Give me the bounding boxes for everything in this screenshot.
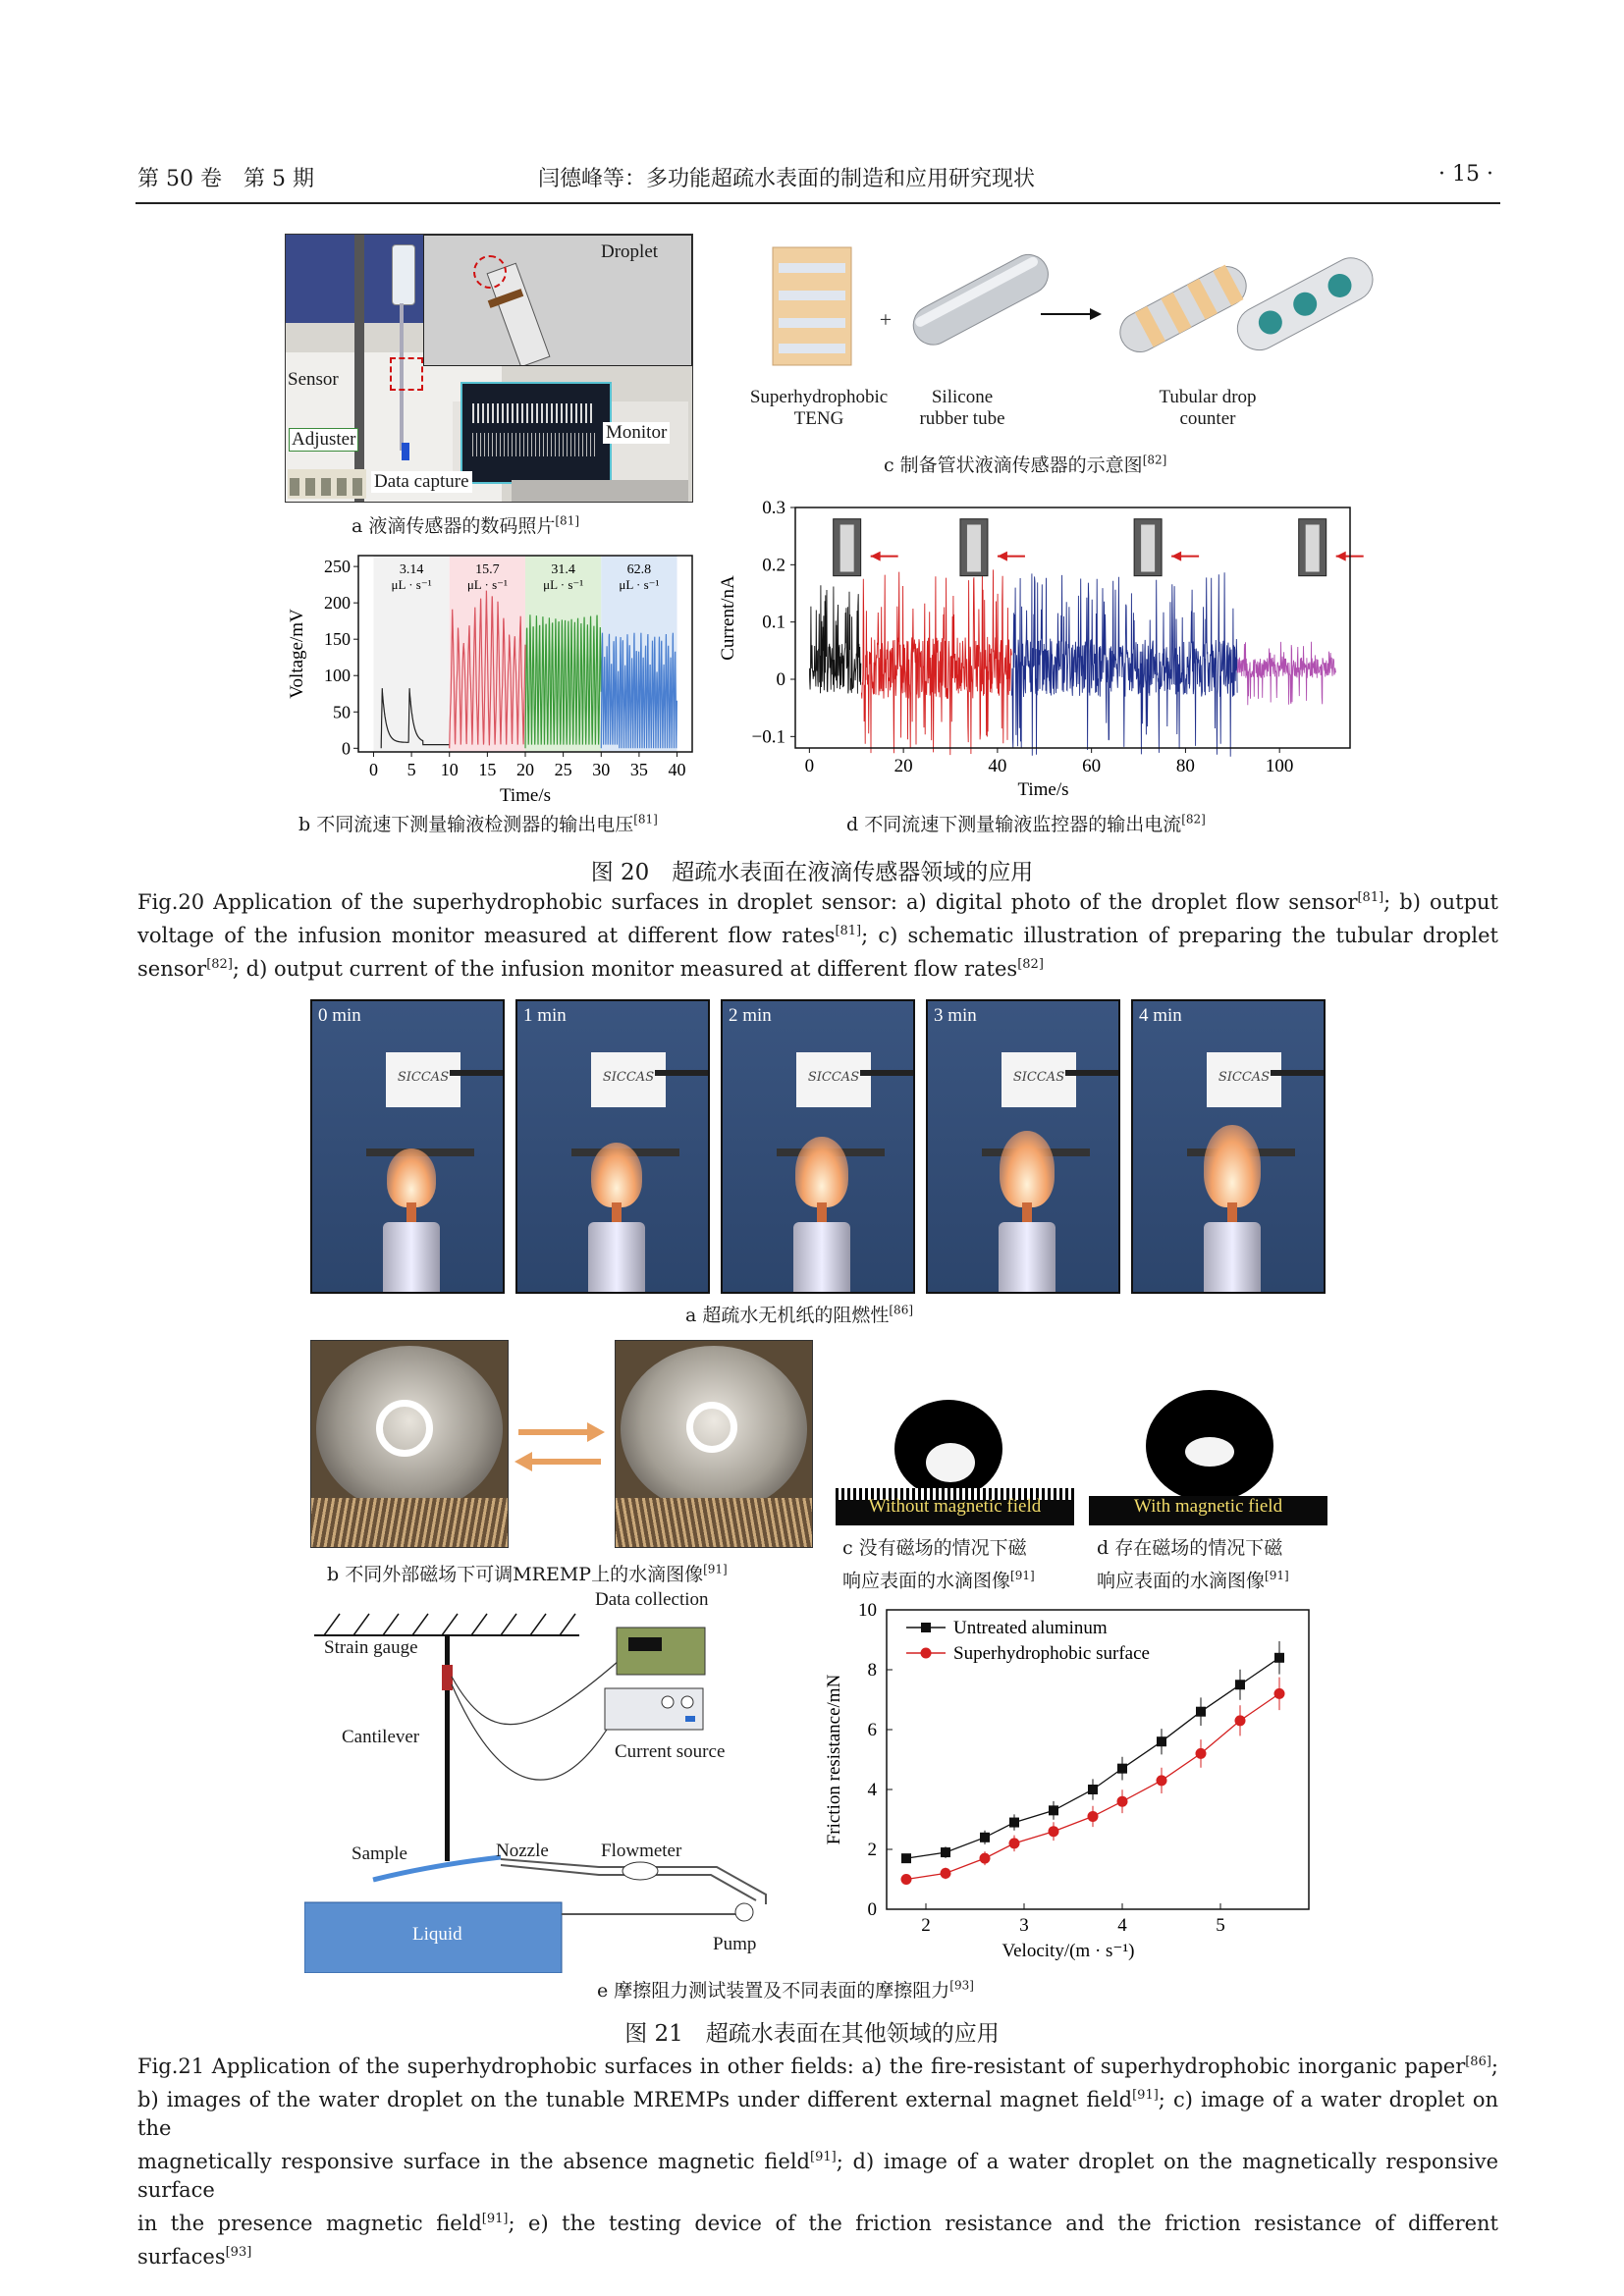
y-axis-label: Voltage/mV <box>287 609 307 699</box>
paper-sample: SICCAS <box>1207 1052 1281 1107</box>
label-with-magnetic-field: With magnetic field <box>1133 1496 1283 1517</box>
x-tick-label: 0 <box>368 760 378 779</box>
y-tick-label: 0.3 <box>762 498 785 518</box>
time-label: 3 min <box>934 1005 977 1026</box>
time-label: 4 min <box>1139 1005 1182 1026</box>
flame <box>795 1137 848 1207</box>
legend-marker <box>921 1623 931 1632</box>
label-liquid: Liquid <box>412 1924 462 1945</box>
time-label: 0 min <box>318 1005 361 1026</box>
data-point-square <box>1088 1785 1098 1794</box>
legend-marker <box>921 1648 932 1659</box>
droplet-inset-tube <box>967 525 981 572</box>
fig21b-droplet-2 <box>615 1340 813 1548</box>
y-tick-label: 4 <box>867 1780 877 1800</box>
data-point-circle <box>941 1868 951 1879</box>
flame-photo <box>310 999 505 1294</box>
fig20d-current-chart <box>712 496 1380 805</box>
flame <box>387 1148 436 1207</box>
y-tick-label: 100 <box>324 666 351 686</box>
data-point-circle <box>1196 1748 1207 1759</box>
y-tick-label: 0 <box>342 738 351 759</box>
x-axis-label: Velocity/(m · s⁻¹) <box>1001 1941 1135 1961</box>
band-unit: μL · s⁻¹ <box>543 577 584 592</box>
data-point-circle <box>1157 1775 1167 1786</box>
x-tick-label: 80 <box>1175 756 1195 776</box>
fig21-english-caption: Fig.21 Application of the superhydrophobic surfaces in other fields: a) the fire-resistant of superhydrophobic inorganic paper[86]; b) images of the water droplet on the tunable MREMPs under different external magnet field[91]; c) image of a water droplet on the magnetically responsive surface in the absence magnetic field[91]; d) image of a water droplet on the magnetically responsive surface in the presence magnetic field[91]; e) the testing device of the friction resistance and the friction resistance of different surfaces[93] <box>137 2055 1499 2269</box>
label-strain-gauge: Strain gauge <box>324 1637 418 1658</box>
y-tick-label: 2 <box>867 1840 877 1860</box>
fig21a-photo-strip <box>310 999 1326 1294</box>
x-tick-label: 0 <box>804 756 815 776</box>
fig20b-voltage-chart <box>285 550 707 810</box>
data-point-square <box>1196 1707 1206 1717</box>
label-without-magnetic-field: Without magnetic field <box>868 1496 1042 1517</box>
label-cantilever: Cantilever <box>342 1727 420 1747</box>
paper-sample: SICCAS <box>1001 1052 1076 1107</box>
ceiling-mount <box>314 1614 579 1635</box>
friction-series-line <box>906 1658 1279 1858</box>
label-sample: Sample <box>352 1843 407 1864</box>
label-drop-counter: Tubular drop counter <box>1159 387 1257 429</box>
band-unit: μL · s⁻¹ <box>619 577 660 592</box>
flame-photo <box>926 999 1120 1294</box>
droplet-inset-tube <box>840 525 854 572</box>
band-label: 15.7 <box>475 562 500 577</box>
y-tick-label: 10 <box>858 1600 877 1621</box>
x-axis-label: Time/s <box>499 785 552 806</box>
band-unit: μL · s⁻¹ <box>466 577 508 592</box>
fig20-title: 图 20 超疏水表面在液滴传感器领域的应用 <box>590 860 1034 885</box>
flame-photo <box>721 999 915 1294</box>
fig21a-caption: a 超疏水无机纸的阻燃性[86] <box>685 1303 914 1326</box>
data-point-square <box>980 1833 990 1842</box>
label-sensor: Sensor <box>288 369 339 390</box>
red-arrow-head <box>1171 552 1181 561</box>
fig20-english-caption: Fig.20 Application of the superhydrophobic surfaces in droplet sensor: a) digital photo of the droplet flow sensor[81]; b) output voltage of the infusion monitor measured at different flow rates[81]; c) schematic illustration of preparing the tubular droplet sensor[82]; d) output current of the infusion monitor measured at different flow rates[82] <box>137 890 1498 981</box>
x-tick-label: 5 <box>1216 1915 1225 1936</box>
label-current-source: Current source <box>615 1741 726 1762</box>
fig21b-droplet-1 <box>310 1340 509 1548</box>
data-point-square <box>1009 1818 1019 1828</box>
band-label: 62.8 <box>626 562 652 577</box>
y-tick-label: −0.1 <box>751 726 785 748</box>
x-tick-label: 60 <box>1082 756 1102 776</box>
x-tick-label: 3 <box>1019 1915 1029 1936</box>
label-data-collection: Data collection <box>595 1589 709 1610</box>
x-tick-label: 35 <box>629 760 648 779</box>
burner <box>793 1222 850 1294</box>
y-tick-label: 0 <box>776 669 785 690</box>
band-unit: μL · s⁻¹ <box>391 577 432 592</box>
x-tick-label: 40 <box>988 756 1007 776</box>
fig21b-caption: b 不同外部磁场下可调MREMP上的水滴图像[91] <box>327 1562 728 1585</box>
y-axis-label: Friction resistance/mN <box>824 1674 844 1845</box>
data-point-square <box>1274 1653 1284 1663</box>
y-tick-label: 150 <box>324 629 351 650</box>
y-tick-label: 0.1 <box>762 612 785 633</box>
label-adjuster: Adjuster <box>289 428 358 452</box>
data-point-square <box>1235 1680 1245 1689</box>
flame-photo <box>1131 999 1326 1294</box>
y-tick-label: 50 <box>333 702 351 722</box>
label-flowmeter: Flowmeter <box>601 1841 682 1861</box>
data-point-square <box>941 1847 950 1857</box>
drop-counter-tube <box>1230 250 1380 357</box>
burner <box>588 1222 645 1294</box>
fig20b-caption: b 不同流速下测量输液检测器的输出电压[81] <box>298 812 658 835</box>
red-arrow-head <box>1336 552 1346 561</box>
fig21d-caption: d 存在磁场的情况下磁 响应表面的水滴图像[91] <box>1097 1537 1289 1592</box>
fig20c-schematic <box>722 236 1380 383</box>
paper-sample: SICCAS <box>591 1052 666 1107</box>
strain-gauge <box>442 1665 453 1690</box>
y-tick-label: 6 <box>867 1720 877 1740</box>
y-axis-label: Current/nA <box>718 575 738 661</box>
fig20a-caption: a 液滴传感器的数码照片[81] <box>352 513 580 537</box>
wrapped-tube <box>1113 259 1253 358</box>
flame <box>1000 1131 1055 1207</box>
flame <box>1204 1125 1261 1207</box>
current-source-box <box>605 1688 703 1730</box>
y-tick-label: 0 <box>867 1899 877 1920</box>
droplet-inset-tube <box>1306 525 1320 572</box>
x-tick-label: 10 <box>440 760 459 779</box>
data-point-square <box>901 1853 911 1863</box>
fig21c-caption: c 没有磁场的情况下磁 响应表面的水滴图像[91] <box>842 1537 1035 1592</box>
fig20a-photo <box>285 234 693 503</box>
header-volume: 第 50 卷 第 5 期 <box>137 167 314 191</box>
header-title: 闫德峰等：多功能超疏水表面的制造和应用研究现状 <box>538 167 1036 191</box>
paper-sample: SICCAS <box>796 1052 871 1107</box>
flame <box>591 1143 642 1207</box>
y-tick-label: 250 <box>324 557 351 577</box>
flowmeter <box>623 1862 658 1880</box>
red-arrow-head <box>998 552 1007 561</box>
x-tick-label: 30 <box>592 760 611 779</box>
fig20d-caption: d 不同流速下测量输液监控器的输出电流[82] <box>846 812 1206 835</box>
data-point-square <box>1157 1736 1166 1746</box>
data-point-square <box>1117 1764 1127 1774</box>
data-point-circle <box>1088 1811 1099 1822</box>
x-tick-label: 20 <box>516 760 534 779</box>
current-series <box>861 569 1011 755</box>
y-tick-label: 200 <box>324 593 351 614</box>
burner <box>999 1222 1056 1294</box>
arrow-right-icon <box>1041 308 1102 320</box>
silicone-tube <box>906 247 1055 351</box>
data-point-circle <box>1274 1688 1285 1699</box>
current-series <box>1237 642 1335 706</box>
data-point-circle <box>901 1874 912 1885</box>
header-rule <box>135 202 1500 204</box>
time-label: 2 min <box>729 1005 772 1026</box>
data-point-circle <box>1049 1826 1059 1837</box>
data-point-circle <box>1117 1796 1128 1807</box>
label-droplet: Droplet <box>601 241 659 262</box>
red-arrow-head <box>871 552 881 561</box>
legend-label: Untreated aluminum <box>953 1618 1108 1638</box>
label-teng: Superhydrophobic TENG <box>749 387 889 429</box>
x-tick-label: 25 <box>554 760 572 779</box>
time-label: 1 min <box>523 1005 567 1026</box>
x-tick-label: 15 <box>478 760 497 779</box>
data-point-circle <box>1235 1715 1246 1726</box>
label-pump: Pump <box>713 1934 757 1954</box>
y-tick-label: 0.2 <box>762 555 785 576</box>
burner <box>1204 1222 1261 1294</box>
x-tick-label: 20 <box>893 756 913 776</box>
plus-sign: + <box>879 307 893 332</box>
current-series <box>1011 572 1237 757</box>
fig21e-friction-chart <box>820 1600 1326 1978</box>
band-label: 3.14 <box>399 562 424 577</box>
header-page-number: · 15 · <box>1438 162 1493 187</box>
x-tick-label: 5 <box>406 760 416 779</box>
band-label: 31.4 <box>551 562 575 577</box>
label-silicone-tube: Silicone rubber tube <box>919 387 1005 429</box>
fig20c-caption: c 制备管状液滴传感器的示意图[82] <box>884 453 1167 476</box>
fig21-title: 图 21 超疏水表面在其他领域的应用 <box>624 2021 1000 2047</box>
pump <box>735 1903 753 1921</box>
x-tick-label: 4 <box>1117 1915 1127 1936</box>
legend-label: Superhydrophobic surface <box>953 1643 1150 1664</box>
x-axis-label: Time/s <box>1017 779 1069 800</box>
burner <box>383 1222 440 1294</box>
x-tick-label: 40 <box>668 760 686 779</box>
switch-arrows-icon <box>511 1418 609 1477</box>
droplet-inset-tube <box>1141 525 1155 572</box>
x-tick-label: 2 <box>921 1915 931 1936</box>
flame-photo <box>515 999 710 1294</box>
label-monitor: Monitor <box>603 422 670 444</box>
x-tick-label: 100 <box>1265 756 1294 776</box>
fig21e-caption: e 摩擦阻力测试装置及不同表面的摩擦阻力[93] <box>597 1978 974 2002</box>
data-point-circle <box>1009 1838 1020 1848</box>
y-tick-label: 8 <box>867 1660 877 1681</box>
current-series <box>809 585 860 693</box>
label-data-capture: Data capture <box>371 471 472 493</box>
data-point-square <box>1049 1805 1058 1815</box>
paper-sample: SICCAS <box>386 1052 460 1107</box>
label-nozzle: Nozzle <box>496 1841 549 1861</box>
data-point-circle <box>980 1853 991 1864</box>
teng-sheet <box>773 247 851 365</box>
